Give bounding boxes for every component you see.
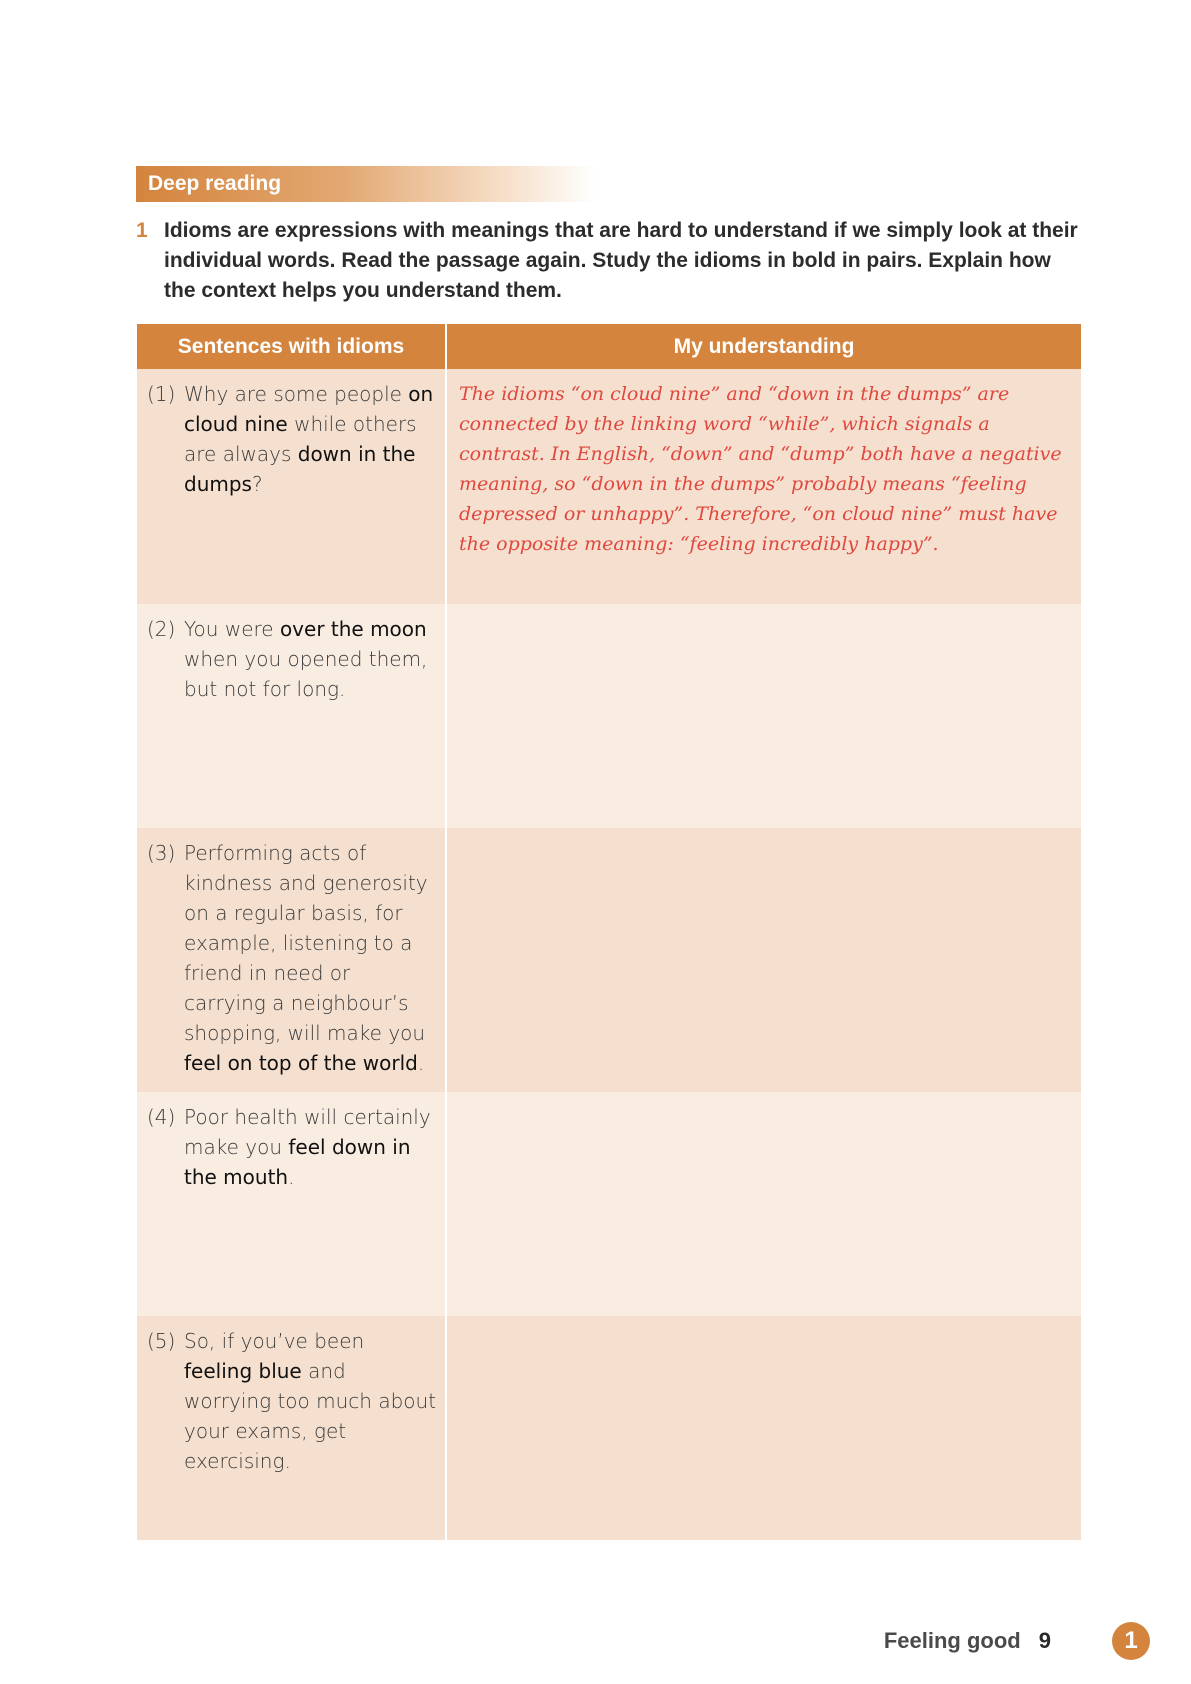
sentence-text [184,1105,431,1189]
table-header-row [137,324,1081,369]
table-row [137,1316,1081,1540]
sentence-number: (4) [147,1105,176,1129]
answer-text [447,828,1081,838]
sentence-text [184,617,427,701]
sentence-cell [137,369,446,604]
section-heading-bar [136,166,596,202]
understanding-cell[interactable] [446,828,1081,1092]
answer-text: The idioms “on cloud nine” and “down in the dumps” are connected by the linking word “while”, which signals a contrast. In English, “down” and “dump” both have a negative meaning, so “down in the dumps” probably means “feeling depressed or unhappy”. Therefore, “on cloud nine” must have the opposite meaning: “feeling incredibly happy”. [459,383,1062,555]
idiom-phrase: feel down in the mouth [184,1135,411,1189]
sentence-cell [137,1316,446,1540]
sentence-text [184,841,428,1075]
sentence-number: (5) [147,1329,176,1353]
sentence-fragment: So, if you’ve been [184,1329,365,1353]
answer-text [447,1316,1081,1326]
header-understanding: My understanding [446,324,1081,369]
understanding-cell[interactable] [446,1316,1081,1540]
question-1 [136,216,1086,306]
sentence-3 [137,828,445,1078]
question-text: Idioms are expressions with meanings that are hard to understand if we simply look at their individual words. Read the passage again. Study the idioms in bold in pairs. Explain how the context helps you understand them. [164,219,1078,302]
sentence-fragment: Poor health will certainly make you [184,1105,431,1159]
sentence-text [184,382,433,496]
idioms-table [137,324,1081,1540]
sentence-fragment: when you opened them, but not for long. [184,647,428,701]
table-row [137,604,1081,828]
sentence-cell [137,604,446,828]
page-footer [884,1628,1051,1654]
sentence-fragment: You were [184,617,280,641]
sentence-4 [137,1092,445,1192]
sentence-cell [137,1092,446,1316]
section-title: Deep reading [148,172,282,195]
page-number: 9 [1038,1628,1051,1653]
unit-title: Feeling good [883,1628,1021,1653]
header-sentences: Sentences with idioms [137,324,446,369]
answer-text [447,604,1081,614]
table-row [137,828,1081,1092]
understanding-cell[interactable] [446,369,1081,604]
sentence-cell [137,828,446,1092]
sentence-2 [137,604,445,704]
sentence-number: (2) [147,617,176,641]
sentence-fragment: ? [251,472,263,496]
table-row [137,369,1081,604]
table-row [137,1092,1081,1316]
sentence-fragment: . [417,1051,425,1075]
unit-number-badge: 1 [1112,1622,1150,1660]
sentence-fragment: . [288,1165,295,1189]
sentence-text [184,1329,436,1473]
idiom-phrase: on cloud nine [184,382,434,436]
idiom-phrase: down in the dumps [184,442,416,496]
question-number: 1 [136,219,148,242]
idiom-phrase: over the moon [279,617,427,641]
sentence-fragment: while others are always [184,412,417,466]
sentence-1 [137,369,445,499]
sentence-number: (1) [147,382,176,406]
sentence-fragment: Performing acts of kindness and generosity on a regular basis, for example, listening to a friend in need or carrying a neighbour’s shopping, will make you [184,841,428,1045]
sentence-number: (3) [147,841,176,865]
idiom-phrase: feel on top of the world [184,1051,418,1075]
sentence-fragment: Why are some people [184,382,409,406]
idiom-phrase: feeling blue [184,1359,302,1383]
sentence-5 [137,1316,445,1476]
understanding-cell[interactable] [446,1092,1081,1316]
sentence-fragment: and worrying too much about your exams, get exercising. [184,1359,437,1473]
answer-text [447,1092,1081,1102]
understanding-cell[interactable] [446,604,1081,828]
